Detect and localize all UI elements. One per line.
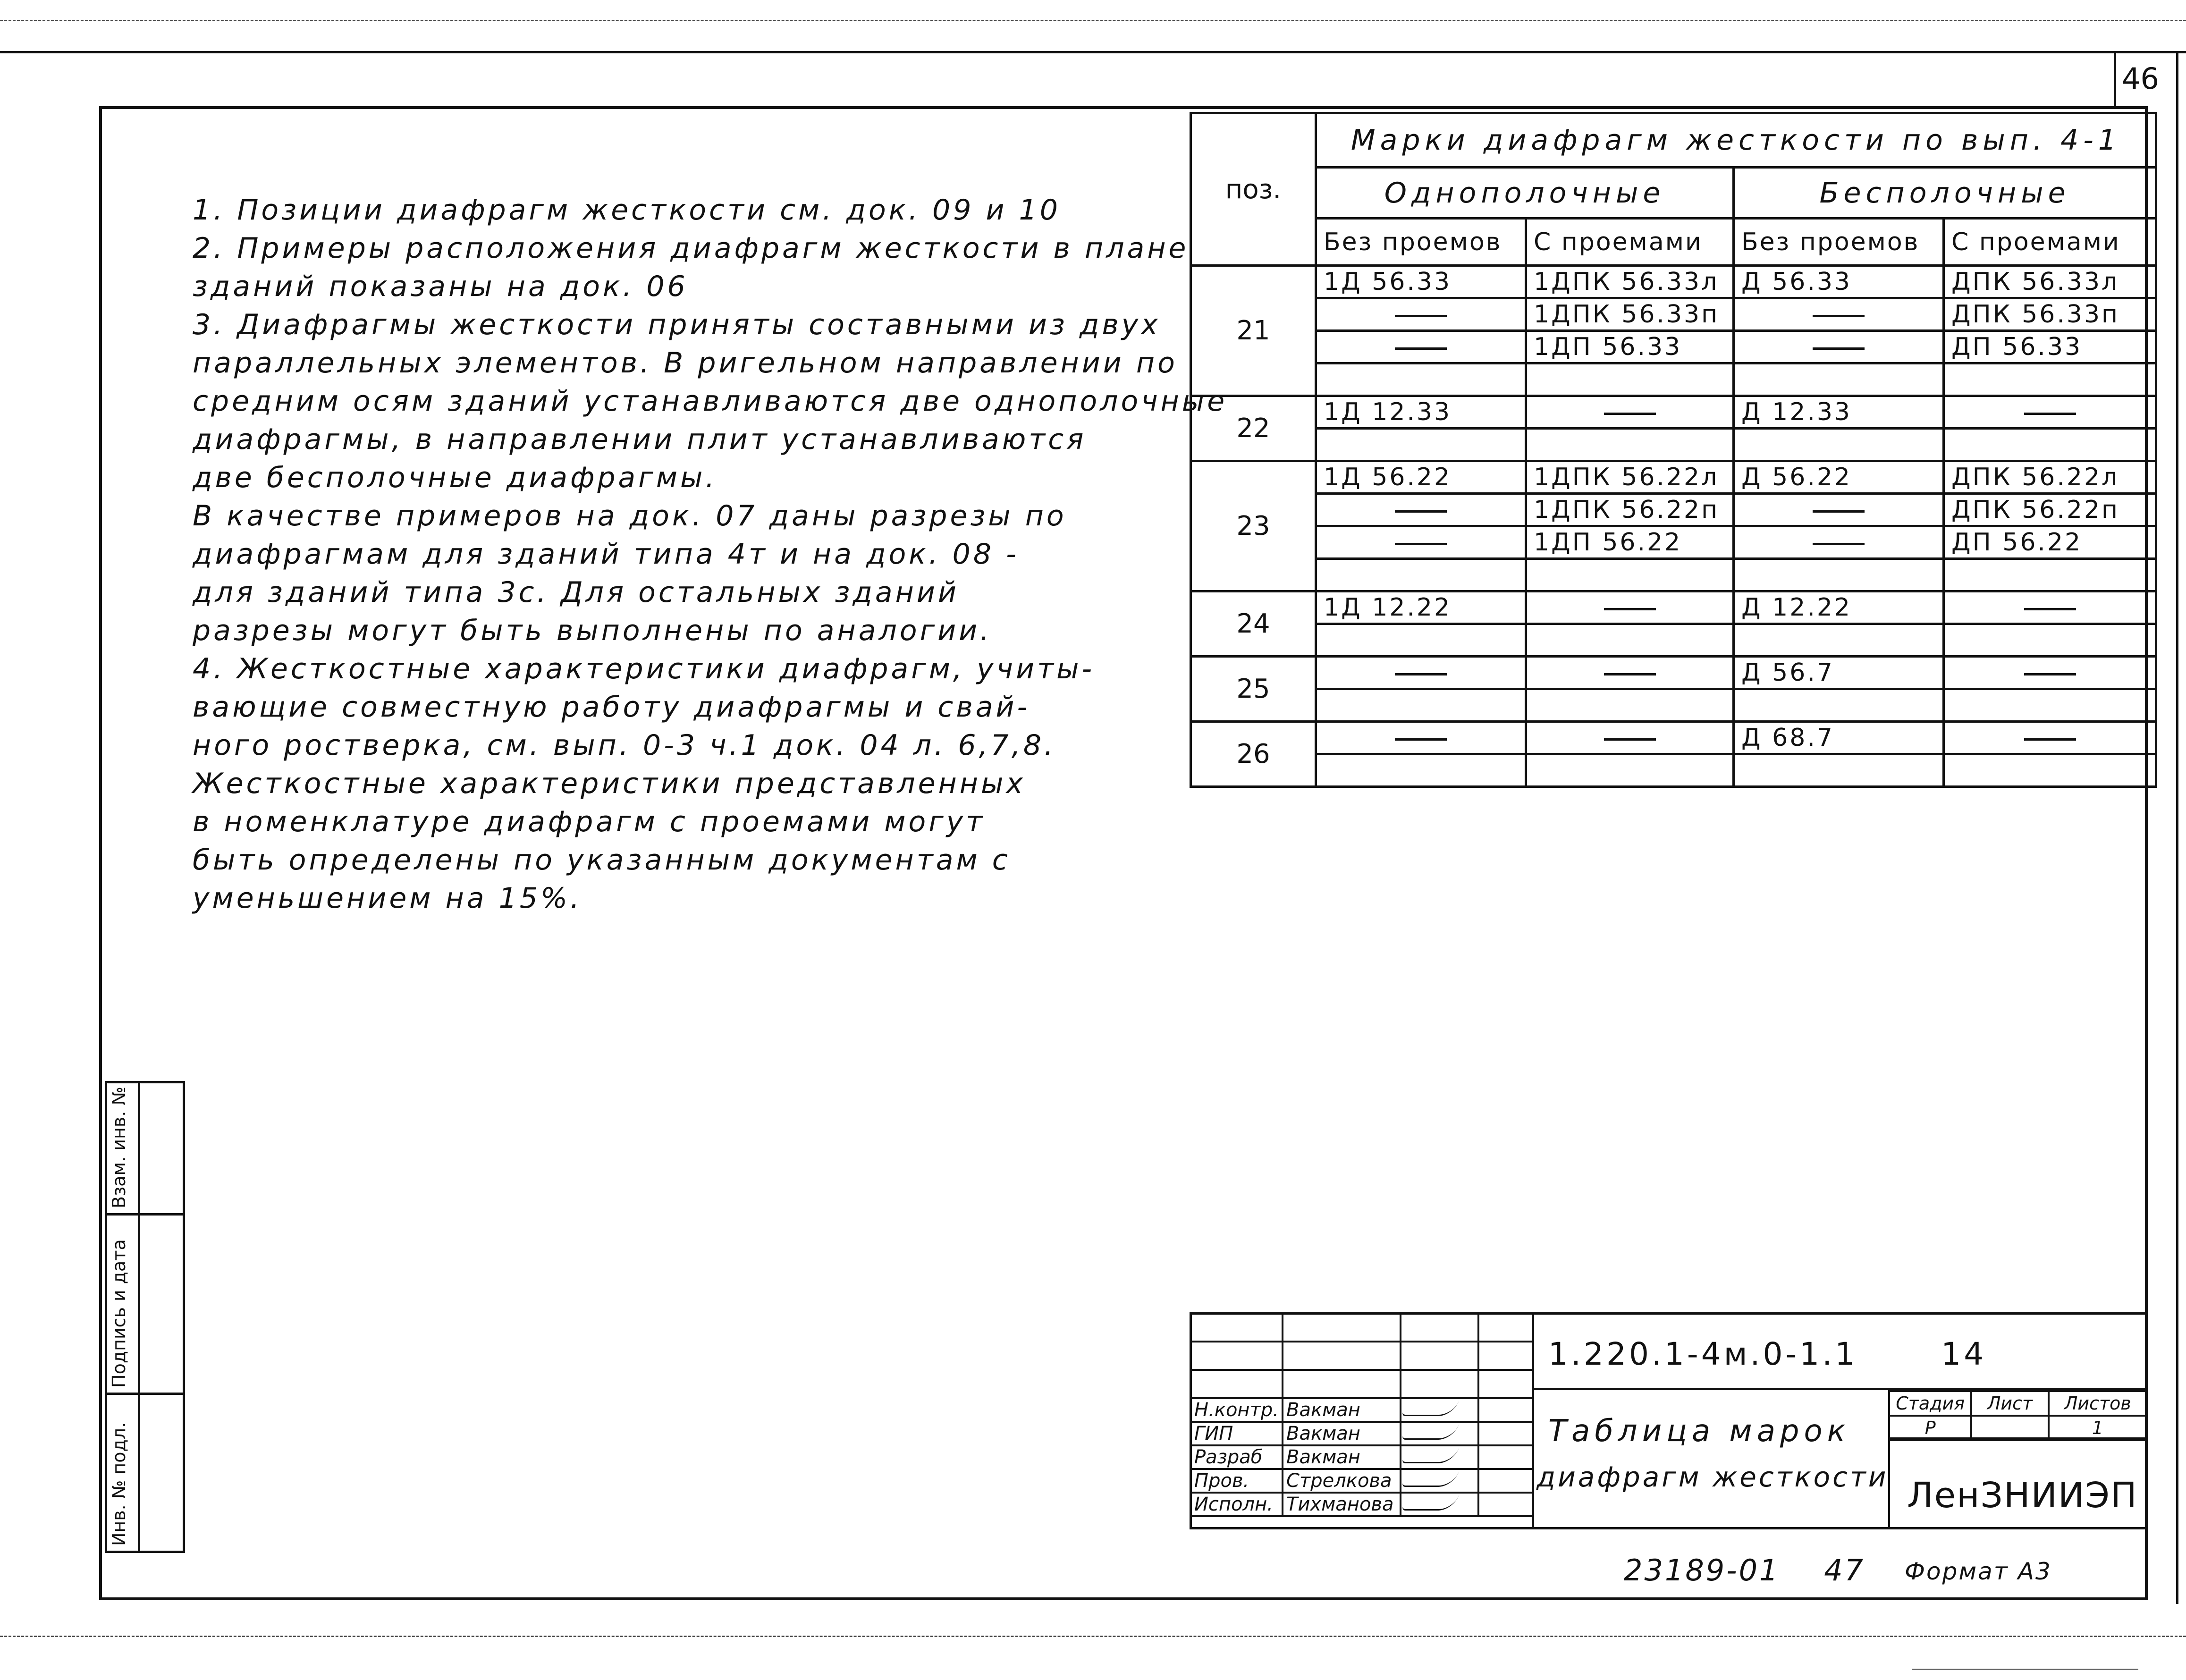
mark-cell: 1ДПК 56.33п <box>1526 298 1734 331</box>
note-line: диафрагмам для зданий типа 4т и на док. 08 - <box>193 538 1019 571</box>
signature-cell <box>1401 1445 1478 1469</box>
blank-cell <box>1478 1342 1533 1370</box>
name-cell: Вакман <box>1283 1445 1401 1469</box>
right-rule <box>2176 51 2178 1604</box>
signature-cell <box>1401 1493 1478 1516</box>
mark-cell: Д 12.33 <box>1734 396 1944 429</box>
stamp-divider <box>138 1081 140 1553</box>
table-row <box>1191 461 2156 494</box>
doc-code <box>1548 1336 1986 1372</box>
doc-code-text: 1.220.1-4м.0-1.1 <box>1548 1336 1858 1372</box>
empty-cell <box>1316 624 1526 657</box>
mark-cell: 1ДП 56.33 <box>1526 331 1734 363</box>
signature-mark <box>1401 1424 1459 1440</box>
position-cell: 22 <box>1191 396 1316 461</box>
empty-cell <box>1526 754 1734 787</box>
mark-cell: ДПК 56.33п <box>1944 298 2156 331</box>
mark-cell: Д 12.22 <box>1734 591 1944 624</box>
empty-cell <box>1526 363 1734 396</box>
blank-cell <box>1190 1342 1283 1370</box>
sub-no-openings: Без проемов <box>1316 219 1526 266</box>
note-line: для зданий типа 3с. Для остальных зданий <box>193 576 959 609</box>
position-cell: 21 <box>1191 266 1316 396</box>
note-line: вающие совместную работу диафрагмы и свай- <box>193 691 1030 724</box>
note-line: диафрагмы, в направлении плит устанавливаются <box>193 423 1087 456</box>
mark-cell: 1Д 56.33 <box>1316 266 1526 298</box>
empty-cell <box>1316 754 1526 787</box>
mark-cell: Д 56.33 <box>1734 266 1944 298</box>
title-block <box>1190 1312 2148 1529</box>
table-row <box>1191 396 2156 429</box>
stage-value: Р <box>1889 1416 1971 1440</box>
role-cell: Исполн. <box>1190 1493 1283 1516</box>
table-title: Марки диафрагм жесткости по вып. 4-1 <box>1316 113 2156 168</box>
table-row <box>1191 754 2156 787</box>
sub-no-openings: Без проемов <box>1734 219 1944 266</box>
empty-cell <box>1526 559 1734 591</box>
blank-cell <box>1401 1342 1478 1370</box>
signature-mark <box>1401 1495 1459 1511</box>
dash-mark <box>2024 738 2076 741</box>
dash-cell <box>1526 396 1734 429</box>
scan-edge-short <box>1912 1669 2138 1670</box>
blank-cell <box>1283 1313 1401 1342</box>
pos-header: поз. <box>1191 113 1316 266</box>
position-cell: 25 <box>1191 657 1316 722</box>
dash-mark <box>1604 413 1656 415</box>
table-row <box>1191 591 2156 624</box>
empty-cell <box>1734 754 1944 787</box>
table-row <box>1191 429 2156 461</box>
note-line: 4. Жесткостные характеристики диафрагм, учиты- <box>193 652 1095 685</box>
inventory-number <box>1624 1553 1865 1587</box>
margin-stamp <box>105 1081 185 1553</box>
blank-cell <box>1283 1342 1401 1370</box>
dash-mark <box>1604 608 1656 610</box>
blank-cell <box>1401 1370 1478 1398</box>
note-line: Жесткостные характеристики представленных <box>193 767 1026 800</box>
empty-cell <box>1316 689 1526 722</box>
note-line: ного ростверка, см. вып. 0-3 ч.1 док. 04 л. 6,7,8. <box>193 729 1056 762</box>
empty-cell <box>1734 624 1944 657</box>
position-cell: 23 <box>1191 461 1316 591</box>
group-no-shelf: Бесполочные <box>1734 168 2156 219</box>
dash-cell <box>1526 657 1734 689</box>
table-row <box>1191 331 2156 363</box>
dash-cell <box>1944 722 2156 754</box>
empty-cell <box>1734 689 1944 722</box>
mark-cell: ДП 56.33 <box>1944 331 2156 363</box>
dash-mark <box>2024 673 2076 675</box>
signature-row <box>1190 1398 1533 1422</box>
note-line: в номенклатуре диафрагм с проемами могут <box>193 805 986 838</box>
note-line: параллельных элементов. В ригельном направлении по <box>193 346 1178 380</box>
dash-mark <box>1604 738 1656 741</box>
sub-with-openings: С проемами <box>1944 219 2156 266</box>
mark-cell: ДП 56.22 <box>1944 526 2156 559</box>
dash-mark <box>2024 413 2076 415</box>
name-cell: Вакман <box>1283 1422 1401 1445</box>
empty-cell <box>1944 363 2156 396</box>
dash-mark <box>1395 543 1447 545</box>
empty-cell <box>1316 363 1526 396</box>
group-single-shelf: Однополочные <box>1316 168 1734 219</box>
doc-number: 14 <box>1941 1336 1987 1372</box>
empty-cell <box>1316 559 1526 591</box>
dash-mark <box>1604 673 1656 675</box>
dash-cell <box>1944 657 2156 689</box>
table-row <box>1191 526 2156 559</box>
blank-cell <box>1401 1313 1478 1342</box>
date-cell <box>1478 1422 1533 1445</box>
doc-title-line-1: Таблица марок <box>1548 1414 1850 1449</box>
dash-cell <box>1316 722 1526 754</box>
signature-cell <box>1401 1398 1478 1422</box>
sheet-value <box>1971 1416 2048 1440</box>
empty-cell <box>1944 429 2156 461</box>
dash-mark <box>1813 510 1865 513</box>
blank-cell <box>1190 1370 1283 1398</box>
stage-label: Стадия <box>1889 1391 1971 1416</box>
mark-cell: Д 68.7 <box>1734 722 1944 754</box>
format-label: Формат А3 <box>1905 1558 2052 1585</box>
sheet-label: Лист <box>1971 1391 2048 1416</box>
dash-cell <box>1526 591 1734 624</box>
role-cell: ГИП <box>1190 1422 1283 1445</box>
blank-cell <box>1478 1370 1533 1398</box>
dash-cell <box>1316 298 1526 331</box>
signature-row <box>1190 1445 1533 1469</box>
empty-cell <box>1526 429 1734 461</box>
table-row <box>1191 657 2156 689</box>
note-line: 3. Диафрагмы жесткости приняты составными из двух <box>193 308 1161 341</box>
empty-cell <box>1734 429 1944 461</box>
mark-cell: 1Д 12.33 <box>1316 396 1526 429</box>
name-cell: Стрелкова <box>1283 1469 1401 1493</box>
note-line: зданий показаны на док. 06 <box>193 270 688 303</box>
dash-mark <box>1813 543 1865 545</box>
note-line: 1. Позиции диафрагм жесткости см. док. 09 и 10 <box>193 194 1061 227</box>
mark-cell: 1ДПК 56.33л <box>1526 266 1734 298</box>
blank-cell <box>1190 1313 1283 1342</box>
position-cell: 26 <box>1191 722 1316 787</box>
empty-cell <box>1944 624 2156 657</box>
stamp-divider <box>105 1393 185 1395</box>
empty-cell <box>1944 559 2156 591</box>
dash-cell <box>1734 298 1944 331</box>
blank-cell <box>1478 1313 1533 1342</box>
mark-cell: 1ДП 56.22 <box>1526 526 1734 559</box>
sheets-value: 1 <box>2049 1416 2147 1440</box>
mark-cell: Д 56.7 <box>1734 657 1944 689</box>
notes-block <box>193 191 1228 918</box>
note-line: 2. Примеры расположения диафрагм жесткости в плане <box>193 232 1189 265</box>
table-row <box>1191 363 2156 396</box>
table-row <box>1191 722 2156 754</box>
sub-with-openings: С проемами <box>1526 219 1734 266</box>
dash-mark <box>2024 608 2076 610</box>
stamp-divider <box>105 1213 185 1216</box>
mark-cell: ДПК 56.22п <box>1944 494 2156 526</box>
empty-cell <box>1944 754 2156 787</box>
position-cell: 24 <box>1191 591 1316 657</box>
note-line: В качестве примеров на док. 07 даны разрезы по <box>193 499 1067 532</box>
mark-cell: 1ДПК 56.22п <box>1526 494 1734 526</box>
organization-name: ЛенЗНИИЭП <box>1907 1475 2138 1516</box>
empty-cell <box>1526 689 1734 722</box>
inventory-page: 47 <box>1824 1553 1865 1587</box>
dash-mark <box>1395 315 1447 317</box>
dash-cell <box>1734 526 1944 559</box>
dash-cell <box>1316 526 1526 559</box>
name-cell: Вакман <box>1283 1398 1401 1422</box>
empty-cell <box>1526 624 1734 657</box>
dash-mark <box>1395 347 1447 350</box>
mark-cell: ДПК 56.33л <box>1944 266 2156 298</box>
dash-cell <box>1944 396 2156 429</box>
dash-mark <box>1813 315 1865 317</box>
note-line: две бесполочные диафрагмы. <box>193 461 717 494</box>
sheet-number: 46 <box>2122 61 2159 96</box>
empty-cell <box>1734 559 1944 591</box>
table-row <box>1191 298 2156 331</box>
marks-table <box>1190 112 2157 788</box>
name-cell: Тихманова <box>1283 1493 1401 1516</box>
stage-table <box>1888 1390 2148 1441</box>
sheets-label: Листов <box>2049 1391 2147 1416</box>
dash-cell <box>1944 591 2156 624</box>
dash-mark <box>1813 347 1865 350</box>
table-row <box>1191 559 2156 591</box>
empty-cell <box>1944 689 2156 722</box>
dash-cell <box>1316 657 1526 689</box>
signature-mark <box>1401 1401 1459 1416</box>
table-row <box>1191 494 2156 526</box>
role-cell: Разраб <box>1190 1445 1283 1469</box>
dash-cell <box>1734 331 1944 363</box>
stamp-podpis-data: Подпись и дата <box>109 1239 129 1388</box>
signature-cell <box>1401 1469 1478 1493</box>
note-line: средним осям зданий устанавливаются две однополочные <box>193 385 1228 418</box>
table-row <box>1191 266 2156 298</box>
stamp-inv-podl: Инв. № подл. <box>109 1422 129 1546</box>
dash-cell <box>1734 494 1944 526</box>
scan-edge-bottom <box>0 1636 2186 1637</box>
note-line: разрезы могут быть выполнены по аналогии. <box>193 614 992 647</box>
note-line: быть определены по указанным документам с <box>193 844 1011 877</box>
mark-cell: Д 56.22 <box>1734 461 1944 494</box>
signature-row <box>1190 1469 1533 1493</box>
signature-grid <box>1190 1312 1534 1517</box>
dash-mark <box>1395 738 1447 741</box>
date-cell <box>1478 1398 1533 1422</box>
signature-row <box>1190 1422 1533 1445</box>
date-cell <box>1478 1445 1533 1469</box>
mark-cell: ДПК 56.22л <box>1944 461 2156 494</box>
date-cell <box>1478 1469 1533 1493</box>
blank-cell <box>1283 1370 1401 1398</box>
scan-edge-top <box>0 20 2186 21</box>
note-line: уменьшением на 15%. <box>193 882 582 915</box>
date-cell <box>1478 1493 1533 1516</box>
top-rule <box>0 51 2186 53</box>
empty-cell <box>1316 429 1526 461</box>
table-row <box>1191 624 2156 657</box>
doc-title-line-2: диафрагм жесткости <box>1536 1461 1889 1493</box>
dash-cell <box>1316 494 1526 526</box>
dash-mark <box>1395 673 1447 675</box>
table-row <box>1191 689 2156 722</box>
title-divider <box>1532 1312 1534 1529</box>
stamp-vzam-inv: Взам. инв. № <box>109 1086 129 1208</box>
mark-cell: 1Д 12.22 <box>1316 591 1526 624</box>
signature-mark <box>1401 1471 1459 1487</box>
dash-cell <box>1526 722 1734 754</box>
empty-cell <box>1734 363 1944 396</box>
dash-cell <box>1316 331 1526 363</box>
signature-grid-body <box>1190 1313 1533 1516</box>
signature-mark <box>1401 1448 1459 1463</box>
role-cell: Пров. <box>1190 1469 1283 1493</box>
mark-cell: 1ДПК 56.22л <box>1526 461 1734 494</box>
marks-table-body <box>1191 113 2156 787</box>
signature-row <box>1190 1493 1533 1516</box>
mark-cell: 1Д 56.22 <box>1316 461 1526 494</box>
signature-cell <box>1401 1422 1478 1445</box>
inventory-number-text: 23189-01 <box>1624 1553 1780 1587</box>
role-cell: Н.контр. <box>1190 1398 1283 1422</box>
dash-mark <box>1395 510 1447 513</box>
